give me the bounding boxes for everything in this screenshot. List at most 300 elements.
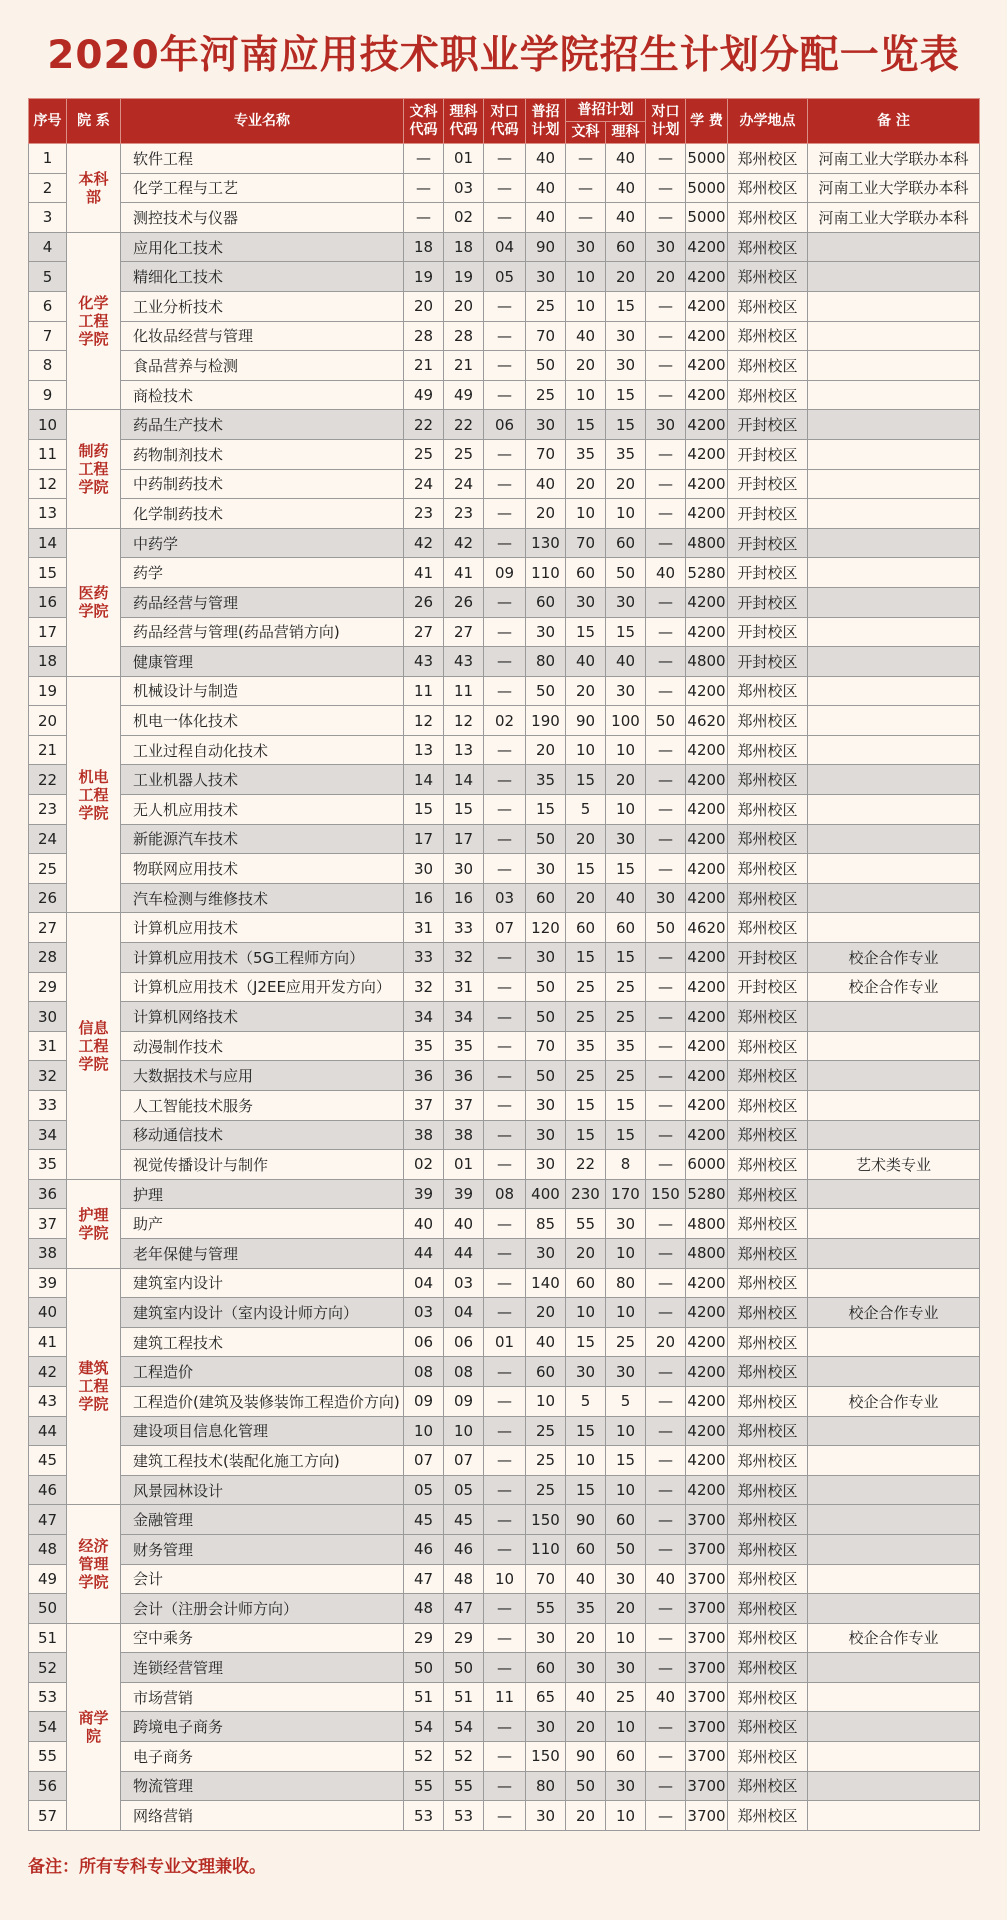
- cell-lk-code: 11: [444, 676, 484, 706]
- cell-pz-lk: 15: [606, 617, 646, 647]
- cell-remark: [808, 528, 980, 558]
- cell-lk-code: 31: [444, 972, 484, 1002]
- cell-dk-plan: 20: [646, 1327, 686, 1357]
- cell-remark: 河南工业大学联办本科: [808, 203, 980, 233]
- cell-pz-lk: 25: [606, 1682, 646, 1712]
- cell-campus: 郑州校区: [728, 144, 808, 174]
- cell-dk-code: —: [484, 824, 526, 854]
- cell-seq: 17: [29, 617, 67, 647]
- cell-campus: 郑州校区: [728, 1505, 808, 1535]
- cell-fee: 4200: [686, 321, 728, 351]
- cell-major: 应用化工技术: [121, 232, 404, 262]
- cell-dk-code: —: [484, 1238, 526, 1268]
- cell-pz-lk: 10: [606, 1475, 646, 1505]
- cell-pz-wk: 70: [566, 528, 606, 558]
- cell-campus: 郑州校区: [728, 380, 808, 410]
- cell-major: 跨境电子商务: [121, 1712, 404, 1742]
- cell-remark: [808, 291, 980, 321]
- cell-campus: 郑州校区: [728, 1653, 808, 1683]
- cell-pz-lk: 30: [606, 824, 646, 854]
- cell-lk-code: 10: [444, 1416, 484, 1446]
- cell-lk-code: 09: [444, 1386, 484, 1416]
- cell-pz-plan: 60: [526, 883, 566, 913]
- cell-seq: 14: [29, 528, 67, 558]
- cell-pz-wk: 15: [566, 854, 606, 884]
- cell-seq: 27: [29, 913, 67, 943]
- cell-pz-wk: 30: [566, 1357, 606, 1387]
- cell-fee: 3700: [686, 1594, 728, 1624]
- cell-pz-wk: 10: [566, 735, 606, 765]
- cell-pz-lk: 10: [606, 1298, 646, 1328]
- cell-lk-code: 18: [444, 232, 484, 262]
- cell-major: 市场营销: [121, 1682, 404, 1712]
- cell-pz-wk: 20: [566, 883, 606, 913]
- cell-dk-code: —: [484, 173, 526, 203]
- cell-fee: 4200: [686, 1446, 728, 1476]
- cell-pz-lk: 10: [606, 1238, 646, 1268]
- cell-lk-code: 37: [444, 1091, 484, 1121]
- cell-pz-wk: 90: [566, 706, 606, 736]
- cell-pz-wk: 20: [566, 1712, 606, 1742]
- cell-seq: 13: [29, 499, 67, 529]
- cell-lk-code: 21: [444, 351, 484, 381]
- header-pz-plan: 普招计划: [526, 99, 566, 144]
- cell-pz-lk: 15: [606, 1446, 646, 1476]
- table-row: [29, 1712, 980, 1742]
- cell-major: 新能源汽车技术: [121, 824, 404, 854]
- cell-lk-code: 46: [444, 1534, 484, 1564]
- cell-dk-code: —: [484, 1031, 526, 1061]
- cell-major: 会计（注册会计师方向）: [121, 1594, 404, 1624]
- cell-pz-wk: 60: [566, 558, 606, 588]
- cell-pz-plan: 150: [526, 1742, 566, 1772]
- cell-seq: 53: [29, 1682, 67, 1712]
- cell-pz-plan: 110: [526, 1534, 566, 1564]
- table-row: [29, 1771, 980, 1801]
- cell-seq: 37: [29, 1209, 67, 1239]
- cell-pz-plan: 190: [526, 706, 566, 736]
- cell-seq: 32: [29, 1061, 67, 1091]
- cell-lk-code: 48: [444, 1564, 484, 1594]
- table-row: [29, 173, 980, 203]
- cell-fee: 4200: [686, 1327, 728, 1357]
- cell-pz-lk: 40: [606, 144, 646, 174]
- cell-pz-wk: 20: [566, 469, 606, 499]
- cell-major: 健康管理: [121, 647, 404, 677]
- cell-fee: 4200: [686, 1357, 728, 1387]
- cell-pz-wk: 40: [566, 647, 606, 677]
- cell-remark: [808, 232, 980, 262]
- cell-dk-plan: —: [646, 1416, 686, 1446]
- cell-dk-plan: —: [646, 1446, 686, 1476]
- cell-pz-wk: 60: [566, 913, 606, 943]
- cell-pz-plan: 30: [526, 1120, 566, 1150]
- cell-remark: [808, 735, 980, 765]
- cell-campus: 郑州校区: [728, 735, 808, 765]
- cell-dk-plan: —: [646, 795, 686, 825]
- cell-major: 工程造价(建筑及装修装饰工程造价方向): [121, 1386, 404, 1416]
- cell-pz-plan: 30: [526, 1238, 566, 1268]
- cell-fee: 4200: [686, 380, 728, 410]
- cell-wk-code: 52: [404, 1742, 444, 1772]
- department-cell: 化学 工程 学院: [67, 232, 121, 410]
- cell-pz-wk: 20: [566, 1238, 606, 1268]
- cell-major: 无人机应用技术: [121, 795, 404, 825]
- table-row: [29, 706, 980, 736]
- table-row: [29, 1268, 980, 1298]
- cell-pz-wk: 35: [566, 439, 606, 469]
- cell-pz-plan: 25: [526, 1416, 566, 1446]
- cell-wk-code: 43: [404, 647, 444, 677]
- table-row: [29, 1505, 980, 1535]
- cell-pz-lk: 20: [606, 1594, 646, 1624]
- cell-major: 建筑室内设计（室内设计师方向）: [121, 1298, 404, 1328]
- cell-fee: 4200: [686, 824, 728, 854]
- cell-lk-code: 03: [444, 1268, 484, 1298]
- table-row: [29, 883, 980, 913]
- cell-dk-code: —: [484, 1268, 526, 1298]
- cell-lk-code: 22: [444, 410, 484, 440]
- cell-dk-code: —: [484, 854, 526, 884]
- table-row: [29, 410, 980, 440]
- cell-pz-plan: 30: [526, 617, 566, 647]
- cell-fee: 4200: [686, 676, 728, 706]
- cell-wk-code: 28: [404, 321, 444, 351]
- cell-remark: [808, 587, 980, 617]
- cell-remark: [808, 1594, 980, 1624]
- table-row: [29, 587, 980, 617]
- cell-wk-code: 35: [404, 1031, 444, 1061]
- cell-pz-wk: 15: [566, 617, 606, 647]
- cell-fee: 3700: [686, 1564, 728, 1594]
- cell-remark: [808, 469, 980, 499]
- cell-pz-lk: 20: [606, 765, 646, 795]
- cell-pz-plan: 30: [526, 1091, 566, 1121]
- cell-pz-wk: 10: [566, 1298, 606, 1328]
- department-cell: 信息 工程 学院: [67, 913, 121, 1179]
- header-campus: 办学地点: [728, 99, 808, 144]
- cell-campus: 郑州校区: [728, 321, 808, 351]
- cell-pz-lk: 10: [606, 1623, 646, 1653]
- cell-campus: 郑州校区: [728, 1238, 808, 1268]
- cell-dk-plan: —: [646, 1357, 686, 1387]
- cell-pz-lk: 30: [606, 587, 646, 617]
- table-body: [29, 144, 980, 1831]
- cell-seq: 28: [29, 943, 67, 973]
- cell-fee: 4620: [686, 706, 728, 736]
- cell-remark: [808, 854, 980, 884]
- cell-campus: 郑州校区: [728, 706, 808, 736]
- cell-fee: 3700: [686, 1682, 728, 1712]
- cell-campus: 郑州校区: [728, 1771, 808, 1801]
- cell-dk-code: —: [484, 1594, 526, 1624]
- table-row: [29, 913, 980, 943]
- cell-pz-wk: —: [566, 144, 606, 174]
- cell-seq: 42: [29, 1357, 67, 1387]
- cell-seq: 40: [29, 1298, 67, 1328]
- cell-campus: 郑州校区: [728, 1386, 808, 1416]
- table-row: [29, 1002, 980, 1032]
- cell-major: 电子商务: [121, 1742, 404, 1772]
- cell-pz-plan: 110: [526, 558, 566, 588]
- cell-fee: 3700: [686, 1771, 728, 1801]
- cell-dk-code: —: [484, 380, 526, 410]
- cell-pz-lk: 8: [606, 1150, 646, 1180]
- cell-dk-code: —: [484, 1416, 526, 1446]
- cell-fee: 4800: [686, 528, 728, 558]
- table-row: [29, 1801, 980, 1831]
- table-row: [29, 824, 980, 854]
- cell-dk-code: —: [484, 617, 526, 647]
- cell-pz-plan: 120: [526, 913, 566, 943]
- cell-seq: 22: [29, 765, 67, 795]
- cell-fee: 5280: [686, 558, 728, 588]
- cell-pz-lk: 15: [606, 410, 646, 440]
- cell-fee: 4200: [686, 351, 728, 381]
- cell-seq: 31: [29, 1031, 67, 1061]
- cell-lk-code: 34: [444, 1002, 484, 1032]
- cell-dk-plan: —: [646, 1801, 686, 1831]
- cell-dk-plan: —: [646, 1091, 686, 1121]
- cell-lk-code: 51: [444, 1682, 484, 1712]
- cell-fee: 4800: [686, 1209, 728, 1239]
- cell-pz-plan: 20: [526, 735, 566, 765]
- cell-pz-plan: 25: [526, 1475, 566, 1505]
- cell-dk-plan: —: [646, 1623, 686, 1653]
- cell-pz-lk: 60: [606, 913, 646, 943]
- cell-major: 药品经营与管理: [121, 587, 404, 617]
- cell-pz-wk: 25: [566, 972, 606, 1002]
- cell-seq: 15: [29, 558, 67, 588]
- cell-remark: [808, 1061, 980, 1091]
- cell-pz-plan: 60: [526, 1357, 566, 1387]
- cell-seq: 1: [29, 144, 67, 174]
- table-row: [29, 1594, 980, 1624]
- cell-dk-code: 06: [484, 410, 526, 440]
- table-row: [29, 676, 980, 706]
- cell-seq: 55: [29, 1742, 67, 1772]
- cell-campus: 郑州校区: [728, 824, 808, 854]
- cell-remark: [808, 1682, 980, 1712]
- cell-wk-code: 18: [404, 232, 444, 262]
- cell-major: 化学工程与工艺: [121, 173, 404, 203]
- cell-seq: 33: [29, 1091, 67, 1121]
- cell-seq: 46: [29, 1475, 67, 1505]
- cell-wk-code: 46: [404, 1534, 444, 1564]
- cell-wk-code: 54: [404, 1712, 444, 1742]
- cell-dk-code: —: [484, 321, 526, 351]
- cell-dk-code: 10: [484, 1564, 526, 1594]
- cell-dk-plan: 50: [646, 706, 686, 736]
- cell-pz-wk: 10: [566, 1446, 606, 1476]
- cell-dk-code: —: [484, 351, 526, 381]
- cell-wk-code: 27: [404, 617, 444, 647]
- cell-remark: [808, 1327, 980, 1357]
- cell-lk-code: 19: [444, 262, 484, 292]
- cell-pz-lk: 10: [606, 795, 646, 825]
- cell-major: 移动通信技术: [121, 1120, 404, 1150]
- cell-wk-code: 53: [404, 1801, 444, 1831]
- cell-campus: 郑州校区: [728, 676, 808, 706]
- cell-major: 老年保健与管理: [121, 1238, 404, 1268]
- table-row: [29, 1416, 980, 1446]
- cell-pz-plan: 50: [526, 972, 566, 1002]
- cell-pz-wk: 35: [566, 1594, 606, 1624]
- cell-pz-plan: 80: [526, 647, 566, 677]
- cell-pz-plan: 70: [526, 439, 566, 469]
- table-row: [29, 528, 980, 558]
- cell-campus: 开封校区: [728, 499, 808, 529]
- cell-pz-plan: 40: [526, 144, 566, 174]
- cell-pz-lk: 25: [606, 1327, 646, 1357]
- table-row: [29, 1742, 980, 1772]
- cell-wk-code: —: [404, 173, 444, 203]
- cell-major: 建筑工程技术: [121, 1327, 404, 1357]
- cell-campus: 郑州校区: [728, 1682, 808, 1712]
- table-row: [29, 765, 980, 795]
- cell-wk-code: 50: [404, 1653, 444, 1683]
- cell-seq: 3: [29, 203, 67, 233]
- table-row: [29, 144, 980, 174]
- cell-pz-plan: 60: [526, 587, 566, 617]
- cell-lk-code: 52: [444, 1742, 484, 1772]
- cell-pz-lk: 15: [606, 943, 646, 973]
- cell-wk-code: 45: [404, 1505, 444, 1535]
- cell-lk-code: 26: [444, 587, 484, 617]
- cell-campus: 郑州校区: [728, 765, 808, 795]
- cell-remark: [808, 647, 980, 677]
- cell-remark: [808, 795, 980, 825]
- cell-remark: [808, 439, 980, 469]
- cell-wk-code: 04: [404, 1268, 444, 1298]
- cell-seq: 5: [29, 262, 67, 292]
- cell-wk-code: 32: [404, 972, 444, 1002]
- cell-fee: 4200: [686, 291, 728, 321]
- cell-campus: 开封校区: [728, 943, 808, 973]
- cell-wk-code: 14: [404, 765, 444, 795]
- department-cell: 护理 学院: [67, 1179, 121, 1268]
- cell-remark: [808, 1120, 980, 1150]
- cell-pz-wk: 10: [566, 262, 606, 292]
- cell-dk-code: —: [484, 1120, 526, 1150]
- cell-pz-wk: 230: [566, 1179, 606, 1209]
- cell-pz-wk: 35: [566, 1031, 606, 1061]
- cell-remark: [808, 765, 980, 795]
- cell-dk-code: —: [484, 469, 526, 499]
- cell-remark: [808, 676, 980, 706]
- table-row: [29, 1682, 980, 1712]
- cell-seq: 4: [29, 232, 67, 262]
- cell-wk-code: 06: [404, 1327, 444, 1357]
- cell-dk-plan: —: [646, 469, 686, 499]
- cell-pz-lk: 15: [606, 854, 646, 884]
- cell-dk-plan: —: [646, 321, 686, 351]
- cell-lk-code: 20: [444, 291, 484, 321]
- table-row: [29, 617, 980, 647]
- cell-wk-code: 23: [404, 499, 444, 529]
- table-row: [29, 735, 980, 765]
- cell-pz-lk: 25: [606, 1061, 646, 1091]
- cell-major: 大数据技术与应用: [121, 1061, 404, 1091]
- cell-pz-wk: 10: [566, 291, 606, 321]
- cell-campus: 郑州校区: [728, 854, 808, 884]
- cell-wk-code: 48: [404, 1594, 444, 1624]
- cell-seq: 56: [29, 1771, 67, 1801]
- cell-major: 护理: [121, 1179, 404, 1209]
- cell-seq: 7: [29, 321, 67, 351]
- cell-campus: 开封校区: [728, 617, 808, 647]
- cell-major: 风景园林设计: [121, 1475, 404, 1505]
- cell-lk-code: 39: [444, 1179, 484, 1209]
- cell-pz-wk: 5: [566, 1386, 606, 1416]
- table-row: [29, 854, 980, 884]
- cell-pz-wk: 20: [566, 1801, 606, 1831]
- cell-seq: 8: [29, 351, 67, 381]
- cell-major: 药品经营与管理(药品营销方向): [121, 617, 404, 647]
- cell-pz-lk: 35: [606, 439, 646, 469]
- table-row: [29, 1623, 980, 1653]
- cell-lk-code: 28: [444, 321, 484, 351]
- cell-dk-code: —: [484, 291, 526, 321]
- cell-wk-code: 12: [404, 706, 444, 736]
- cell-major: 计算机应用技术: [121, 913, 404, 943]
- cell-lk-code: 44: [444, 1238, 484, 1268]
- cell-remark: 校企合作专业: [808, 1298, 980, 1328]
- cell-seq: 12: [29, 469, 67, 499]
- cell-seq: 11: [29, 439, 67, 469]
- cell-pz-lk: 60: [606, 528, 646, 558]
- cell-wk-code: 17: [404, 824, 444, 854]
- cell-major: 精细化工技术: [121, 262, 404, 292]
- cell-dk-code: —: [484, 1209, 526, 1239]
- cell-major: 机械设计与制造: [121, 676, 404, 706]
- header-dept: 院 系: [67, 99, 121, 144]
- cell-fee: 4200: [686, 735, 728, 765]
- cell-pz-plan: 20: [526, 499, 566, 529]
- cell-pz-wk: 10: [566, 380, 606, 410]
- cell-wk-code: 10: [404, 1416, 444, 1446]
- cell-remark: [808, 1653, 980, 1683]
- table-row: [29, 1298, 980, 1328]
- cell-seq: 38: [29, 1238, 67, 1268]
- cell-lk-code: 08: [444, 1357, 484, 1387]
- cell-pz-plan: 50: [526, 676, 566, 706]
- cell-wk-code: 39: [404, 1179, 444, 1209]
- cell-lk-code: 45: [444, 1505, 484, 1535]
- cell-dk-plan: —: [646, 144, 686, 174]
- cell-dk-code: —: [484, 1742, 526, 1772]
- header-pz-lk: 理科: [606, 121, 646, 144]
- cell-dk-plan: —: [646, 1298, 686, 1328]
- cell-wk-code: 05: [404, 1475, 444, 1505]
- cell-fee: 4200: [686, 1061, 728, 1091]
- cell-seq: 25: [29, 854, 67, 884]
- table-row: [29, 1327, 980, 1357]
- cell-major: 机电一体化技术: [121, 706, 404, 736]
- cell-campus: 郑州校区: [728, 1534, 808, 1564]
- cell-dk-code: —: [484, 1712, 526, 1742]
- cell-pz-plan: 30: [526, 262, 566, 292]
- cell-dk-code: 07: [484, 913, 526, 943]
- cell-seq: 44: [29, 1416, 67, 1446]
- cell-dk-code: —: [484, 528, 526, 558]
- cell-fee: 3700: [686, 1712, 728, 1742]
- cell-campus: 郑州校区: [728, 232, 808, 262]
- cell-pz-lk: 60: [606, 232, 646, 262]
- cell-pz-plan: 30: [526, 410, 566, 440]
- header-seq: 序号: [29, 99, 67, 144]
- cell-lk-code: 32: [444, 943, 484, 973]
